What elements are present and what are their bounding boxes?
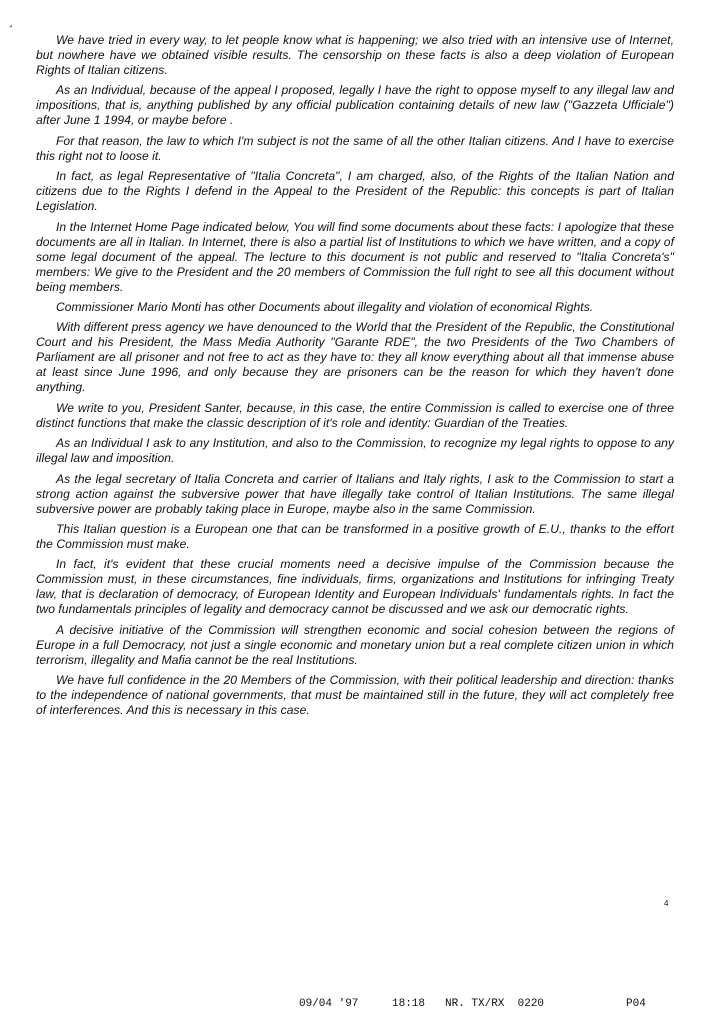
paragraph-12: In fact, it's evident that these crucial moments need a decisive impulse of the Commission because the Commission must, in these circumstances, fine individuals, firms, organizations and Institutions for infringing Treaty law, that is declaration of democracy, of European Identity and European Individuals' fundamentals rights. In fact the two fundamentals principles of legality and democracy cannot be discussed and we ask our democratic rights. <box>36 557 674 617</box>
paragraph-11: This Italian question is a European one that can be transformed in a positive growth of E.U., thanks to the effort the Commission must make. <box>36 521 674 551</box>
paragraph-7: With different press agency we have denounced to the World that the President of the Republic, the Constitutional Court and his President, the Mass Media Authority "Garante RDE", the two Presidents of the Two Chambers of Parliament are all prisoner and not free to act as they have to: they all know everything about all that immense abuse at least since June 1996, and only because they are prisoners can be the reason for which they haven't done anything. <box>36 320 674 395</box>
fax-page-indicator: P04 <box>626 998 646 1010</box>
page-number: 4 <box>664 899 669 908</box>
paragraph-3: For that reason, the law to which I'm subject is not the same of all the other Italian citizens. And I have to exercise this right not to loose it. <box>36 133 674 163</box>
paragraph-9: As an Individual I ask to any Institution, and also to the Commission, to recognize my legal rights to oppose to any illegal law and imposition. <box>36 436 674 466</box>
fax-tx-rx-number: NR. TX/RX 0220 <box>445 998 545 1010</box>
fax-time: 18:18 <box>392 998 426 1010</box>
paragraph-8: We write to you, President Santer, because, in this case, the entire Commission is called to exercise one of three distinct functions that make the classic description of it's role and identity: Guardian of the Treaties. <box>36 400 674 430</box>
paragraph-10: As the legal secretary of Italia Concreta and carrier of Italians and Italy rights, I ask to the Commission to start a strong action against the subversive power that have illegally take control of Italian Institutions. The same illegal subversive power are probably taking place in Europe, maybe also in the same Commission. <box>36 471 674 516</box>
paragraph-1: We have tried in every way, to let people know what is happening; we also tried with an intensive use of Internet, but nowhere have we obtained visible results. The censorship on these facts is also a deep violation of European Rights of Italian citizens. <box>36 33 674 77</box>
paragraph-14: We have full confidence in the 20 Members of the Commission, with their political leadership and direction: thanks to the independence of national governments, that must be maintained still in the future, they will act completely free of interferences. And this is necessary in this case. <box>36 673 674 718</box>
paragraph-4: In fact, as legal Representative of "Italia Concreta", I am charged, also, of the Rights of the Italian Nation and citizens due to the Rights I defend in the Appeal to the President of the Republic: this concepts is part of Italian Legislation. <box>36 169 674 214</box>
top-corner-mark: ¸ <box>8 15 14 28</box>
letter-body <box>36 33 674 723</box>
paragraph-2: As an Individual, because of the appeal I proposed, legally I have the right to oppose myself to any illegal law and impositions, that is, anything published by any official publication containing details of new law ("Gazzeta Ufficiale") after June 1 1994, or maybe before . <box>36 83 674 128</box>
paragraph-5: In the Internet Home Page indicated below, You will find some documents about these facts: I apologize that these documents are all in Italian. In Internet, there is also a partial list of Institutions to which we have written, and a copy of some legal document of the appeal. The lecture to this document is not public and reserved to "Italia Concreta's" members: We give to the President and the 20 members of Commission the full right to see all this document without being members. <box>36 219 674 294</box>
paragraph-13: A decisive initiative of the Commission will strengthen economic and social cohesion between the regions of Europe in a full Democracy, not just a single economic and monetary union but a real complete citizen union in which terrorism, illegality and Mafia cannot be the real Institutions. <box>36 622 674 667</box>
fax-date: 09/04 '97 <box>299 998 359 1010</box>
paragraph-6: Commissioner Mario Monti has other Documents about illegality and violation of economical Rights. <box>56 299 594 314</box>
